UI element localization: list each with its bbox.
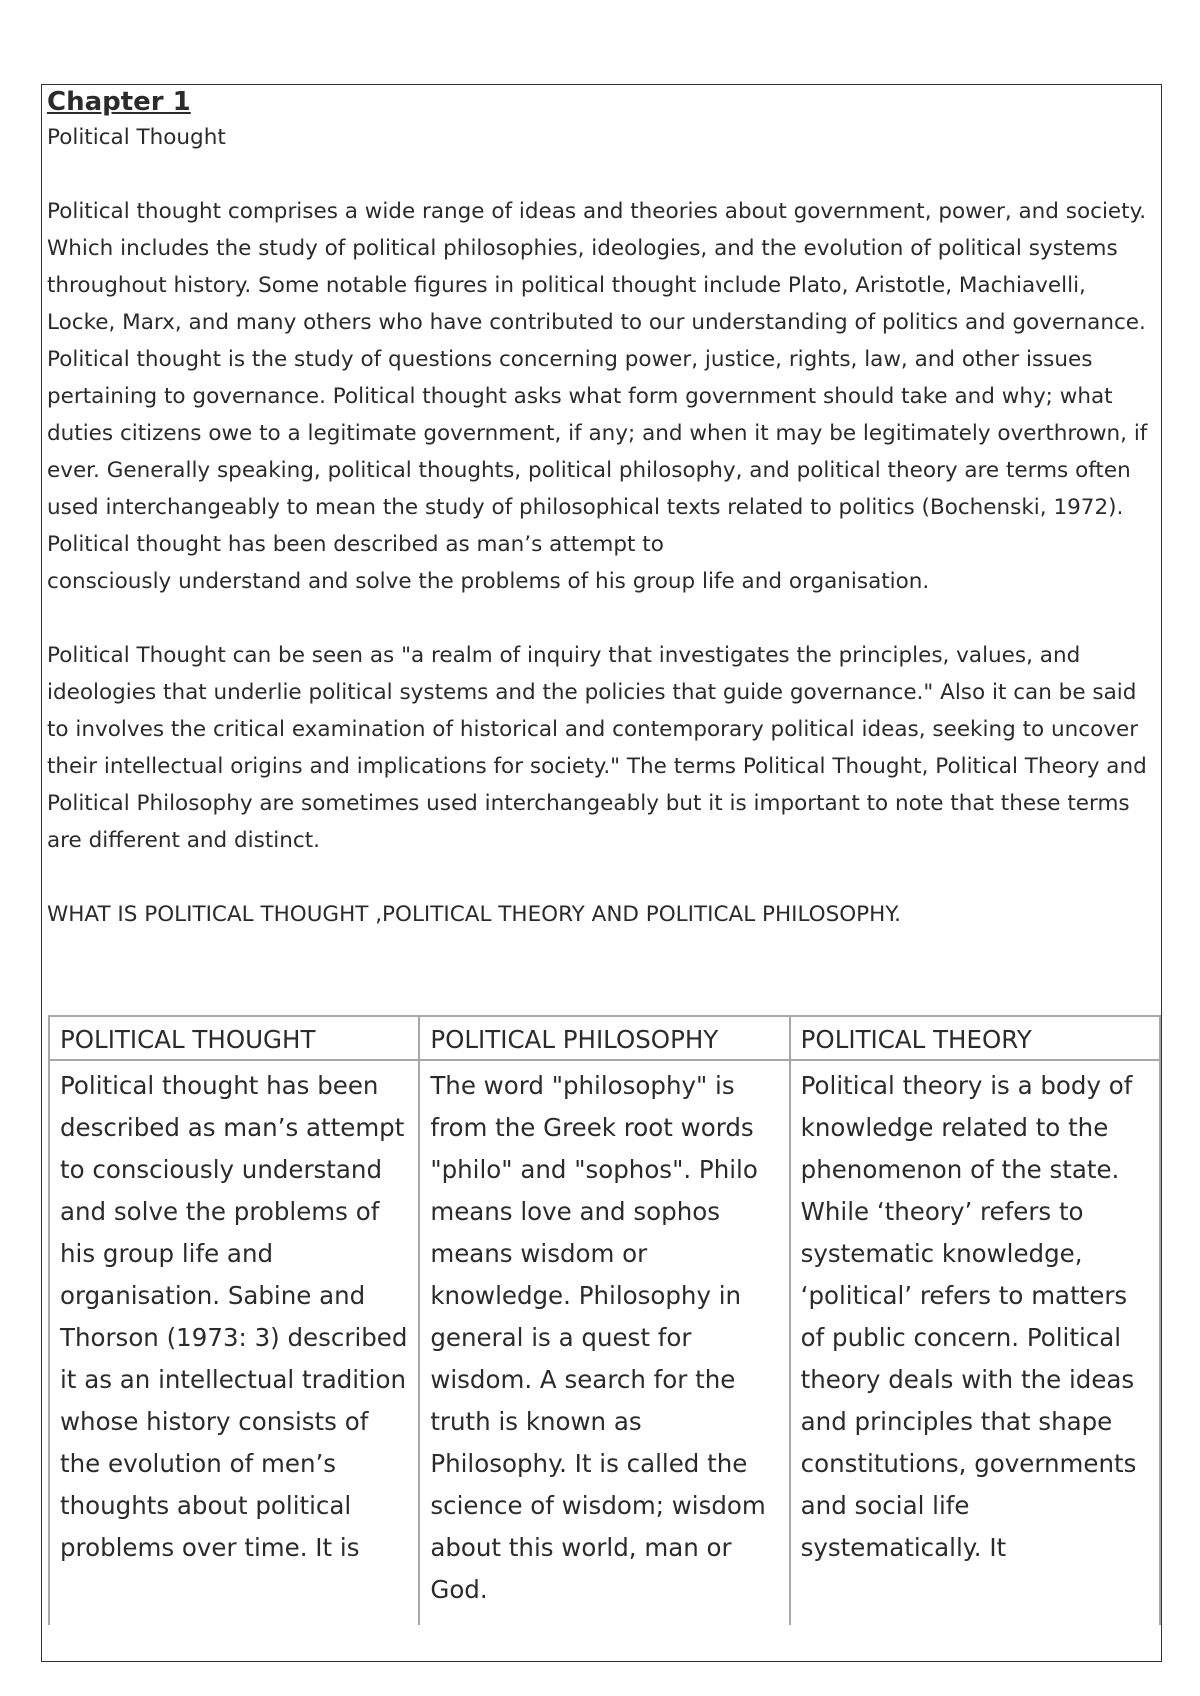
paragraph-intro-continued: consciously understand and solve the problems of his group life and organisation.	[47, 569, 930, 594]
spacer	[47, 156, 1159, 193]
cell-text: Political thought has been described as man’s attempt to consciously understand and solve the problems of his group life and organisation. Sabine and Thorson (1973: 3) described it as an intellectual tradition whose history consists of the evolution of men’s thoughts about political problems over time. It is	[60, 1071, 408, 1562]
chapter-subtitle: Political Thought	[47, 125, 226, 150]
header-political-theory: POLITICAL THEORY	[790, 1016, 1160, 1060]
section-heading: WHAT IS POLITICAL THOUGHT ,POLITICAL THEORY AND POLITICAL PHILOSOPHY.	[47, 902, 901, 927]
comparison-table-wrapper	[48, 1015, 1161, 1625]
spacer	[47, 600, 1159, 637]
paragraph-definition: Political Thought can be seen as "a realm of inquiry that investigates the principles, values, and ideologies that underlie political systems and the policies that guide governance." Also it can be said to involves the critical examination of historical and contemporary political ideas, seeking to uncover their intellectual origins and implications for society." The terms Political Thought, Political Theory and Political Philosophy are sometimes used interchangeably but it is important to note that these terms are different and distinct.	[47, 643, 1147, 853]
comparison-table	[48, 1015, 1161, 1625]
document-body	[47, 85, 1159, 933]
cell-political-philosophy	[419, 1060, 789, 1625]
cell-text: Political theory is a body of knowledge related to the phenomenon of the state. While ‘theory’ refers to systematic knowledge, ‘political’ refers to matters of public concern. Political theory deals with the ideas and principles that shape constitutions, governments and social life systematically. It	[800, 1071, 1137, 1562]
spacer	[47, 859, 1159, 896]
paragraph-intro: Political thought comprises a wide range of ideas and theories about government, power, and society. Which includes the study of political philosophies, ideologies, and the evolution of political systems throughout history. Some notable figures in political thought include Plato, Aristotle, Machiavelli, Locke, Marx, and many others who have contributed to our understanding of politics and governance. Political thought is the study of questions concerning power, justice, rights, law, and other issues pertaining to governance. Political thought asks what form government should take and why; what duties citizens owe to a legitimate government, if any; and when it may be legitimately overthrown, if ever. Generally speaking, political thoughts, political philosophy, and political theory are terms often used interchangeably to mean the study of philosophical texts related to politics (Bochenski, 1972). Political thought has been described as man’s attempt to	[47, 199, 1148, 557]
chapter-title: Chapter 1	[47, 87, 191, 117]
cell-political-thought	[49, 1060, 419, 1625]
table-header-row	[49, 1016, 1160, 1060]
header-political-thought: POLITICAL THOUGHT	[49, 1016, 419, 1060]
header-political-philosophy: POLITICAL PHILOSOPHY	[419, 1016, 789, 1060]
cell-political-theory	[790, 1060, 1160, 1625]
table-row	[49, 1060, 1160, 1625]
cell-text: The word "philosophy" is from the Greek root words "philo" and "sophos". Philo means love and sophos means wisdom or knowledge. Philosophy in general is a quest for wisdom. A search for the truth is known as Philosophy. It is called the science of wisdom; wisdom about this world, man or God.	[430, 1071, 766, 1604]
page-frame	[41, 84, 1162, 1662]
